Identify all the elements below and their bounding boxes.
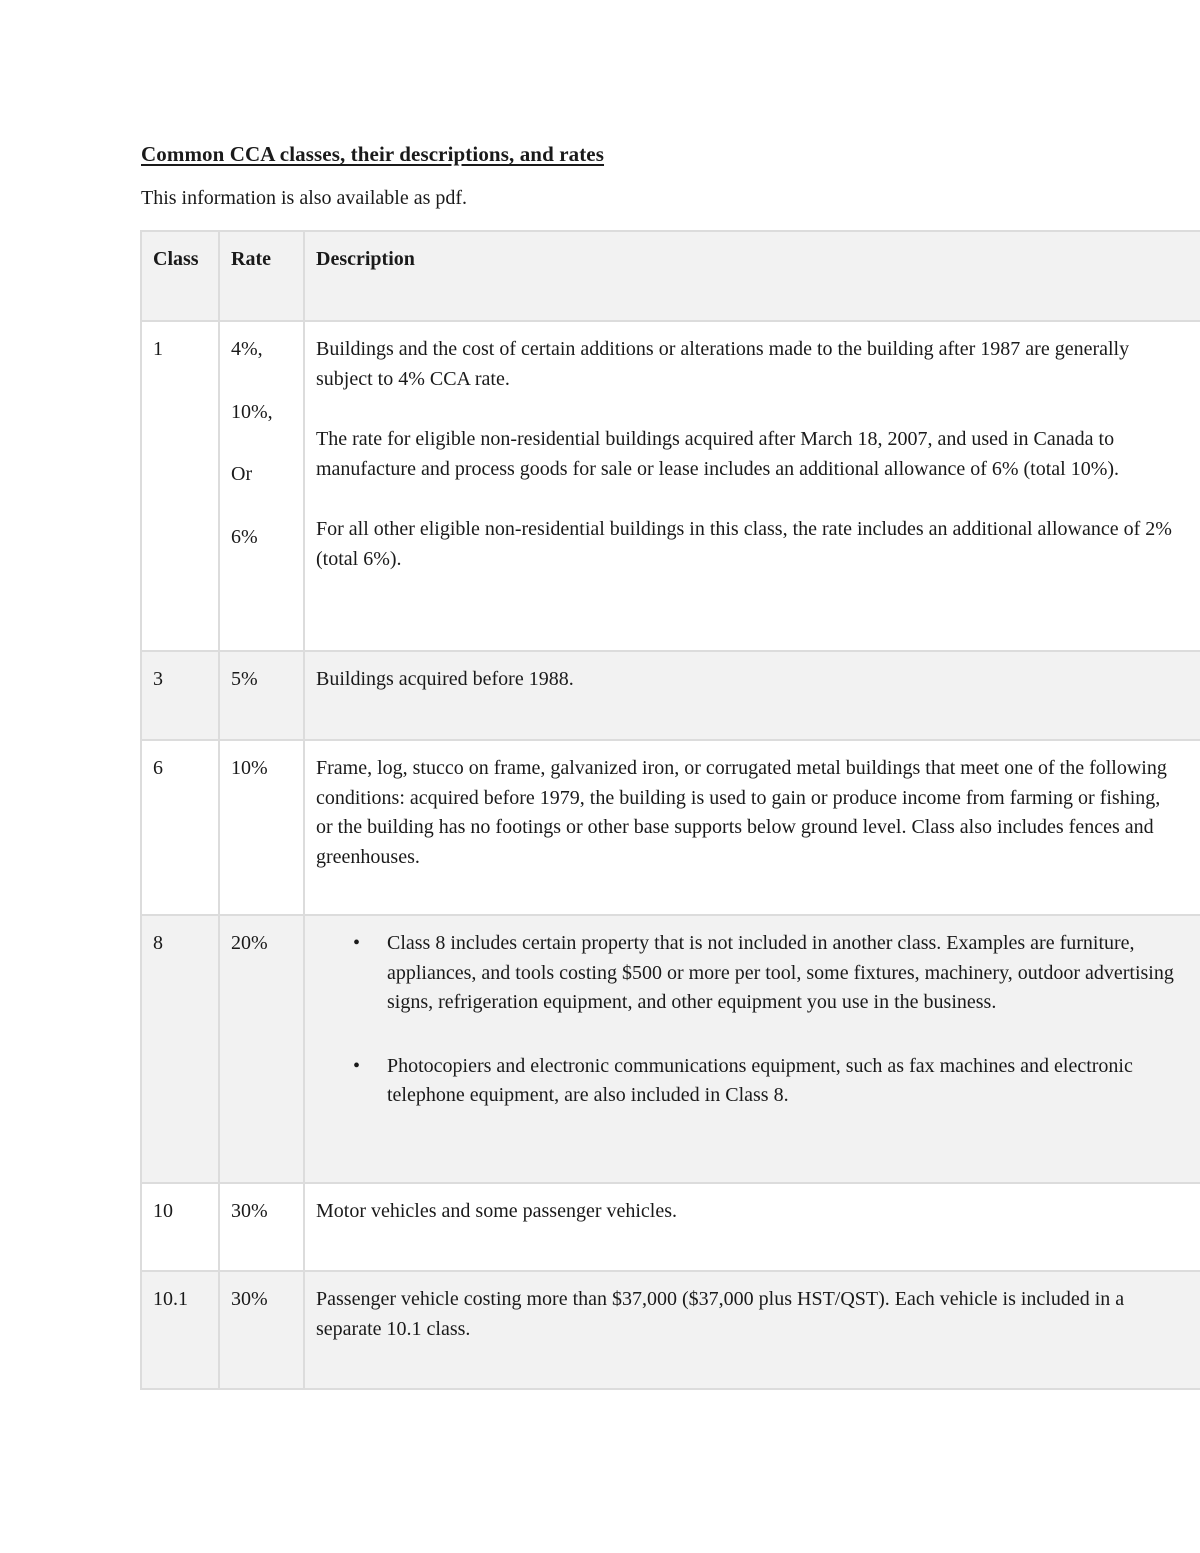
rate-cell	[219, 321, 304, 651]
description-paragraph: The rate for eligible non-residential buildings acquired after March 18, 2007, and used in Canada to manufacture and process goods for sale or lease includes an additional allowance of 6% (total 10%).	[316, 428, 1120, 480]
rate-cell: 30%	[219, 1271, 304, 1389]
table-row	[141, 1271, 1200, 1389]
header-description: Description	[304, 231, 1200, 321]
description-paragraph: Frame, log, stucco on frame, galvanized iron, or corrugated metal buildings that meet one of the following conditions: acquired before 1979, the building is used to gain or produce income from farming or fishing, or the building has no footings or other base supports below ground level. Class also includes fences and greenhouses.	[316, 757, 1167, 868]
list-item	[353, 929, 1178, 1018]
description-cell	[304, 321, 1200, 651]
description-paragraph: Buildings and the cost of certain additions or alterations made to the building after 1987 are generally subject to 4% CCA rate.	[316, 338, 1130, 390]
rate-cell: 20%	[219, 915, 304, 1183]
list-item	[353, 1052, 1178, 1111]
description-cell	[304, 740, 1200, 915]
description-cell	[304, 1271, 1200, 1389]
class-cell: 3	[141, 651, 219, 740]
bullet-text: Class 8 includes certain property that is not included in another class. Examples are furniture, appliances, and tools costing $500 or more per tool, some fixtures, machinery, outdoor advertising signs, refrigeration equipment, and other equipment you use in the business.	[387, 932, 1174, 1013]
rate-cell: 10%	[219, 740, 304, 915]
table-row	[141, 321, 1200, 651]
class-cell: 10.1	[141, 1271, 219, 1389]
header-class: Class	[141, 231, 219, 321]
rate-value: 6%	[231, 525, 258, 548]
cca-classes-table	[140, 230, 1200, 1390]
rate-cell: 5%	[219, 651, 304, 740]
class-cell: 6	[141, 740, 219, 915]
description-paragraph: Passenger vehicle costing more than $37,000 ($37,000 plus HST/QST). Each vehicle is included in a separate 10.1 class.	[316, 1288, 1125, 1340]
description-paragraph: Buildings acquired before 1988.	[316, 668, 574, 690]
table-row	[141, 651, 1200, 740]
rate-value: 4%,	[231, 338, 263, 360]
table-row	[141, 1183, 1200, 1271]
description-cell	[304, 651, 1200, 740]
bullet-icon: •	[353, 932, 361, 954]
table-row	[141, 740, 1200, 915]
class-cell: 8	[141, 915, 219, 1183]
rate-value: Or	[231, 463, 253, 485]
table-row	[141, 915, 1200, 1183]
class-cell: 1	[141, 321, 219, 651]
header-rate: Rate	[219, 231, 304, 321]
rate-cell: 30%	[219, 1183, 304, 1271]
description-bullet-list	[316, 929, 1178, 1111]
description-paragraph: Motor vehicles and some passenger vehicles.	[316, 1200, 678, 1222]
description-cell	[304, 915, 1200, 1183]
class-cell: 10	[141, 1183, 219, 1271]
description-cell	[304, 1183, 1200, 1271]
table-header-row	[141, 231, 1200, 321]
pdf-availability-note: This information is also available as pdf.	[141, 187, 468, 209]
rate-value: 10%,	[231, 400, 273, 423]
description-paragraph: For all other eligible non-residential buildings in this class, the rate includes an additional allowance of 2% (total 6%).	[316, 518, 1172, 570]
bullet-icon: •	[353, 1054, 361, 1077]
page-title: Common CCA classes, their descriptions, and rates	[141, 142, 605, 166]
bullet-text: Photocopiers and electronic communications equipment, such as fax machines and electronic telephone equipment, are also included in Class 8.	[387, 1054, 1133, 1106]
